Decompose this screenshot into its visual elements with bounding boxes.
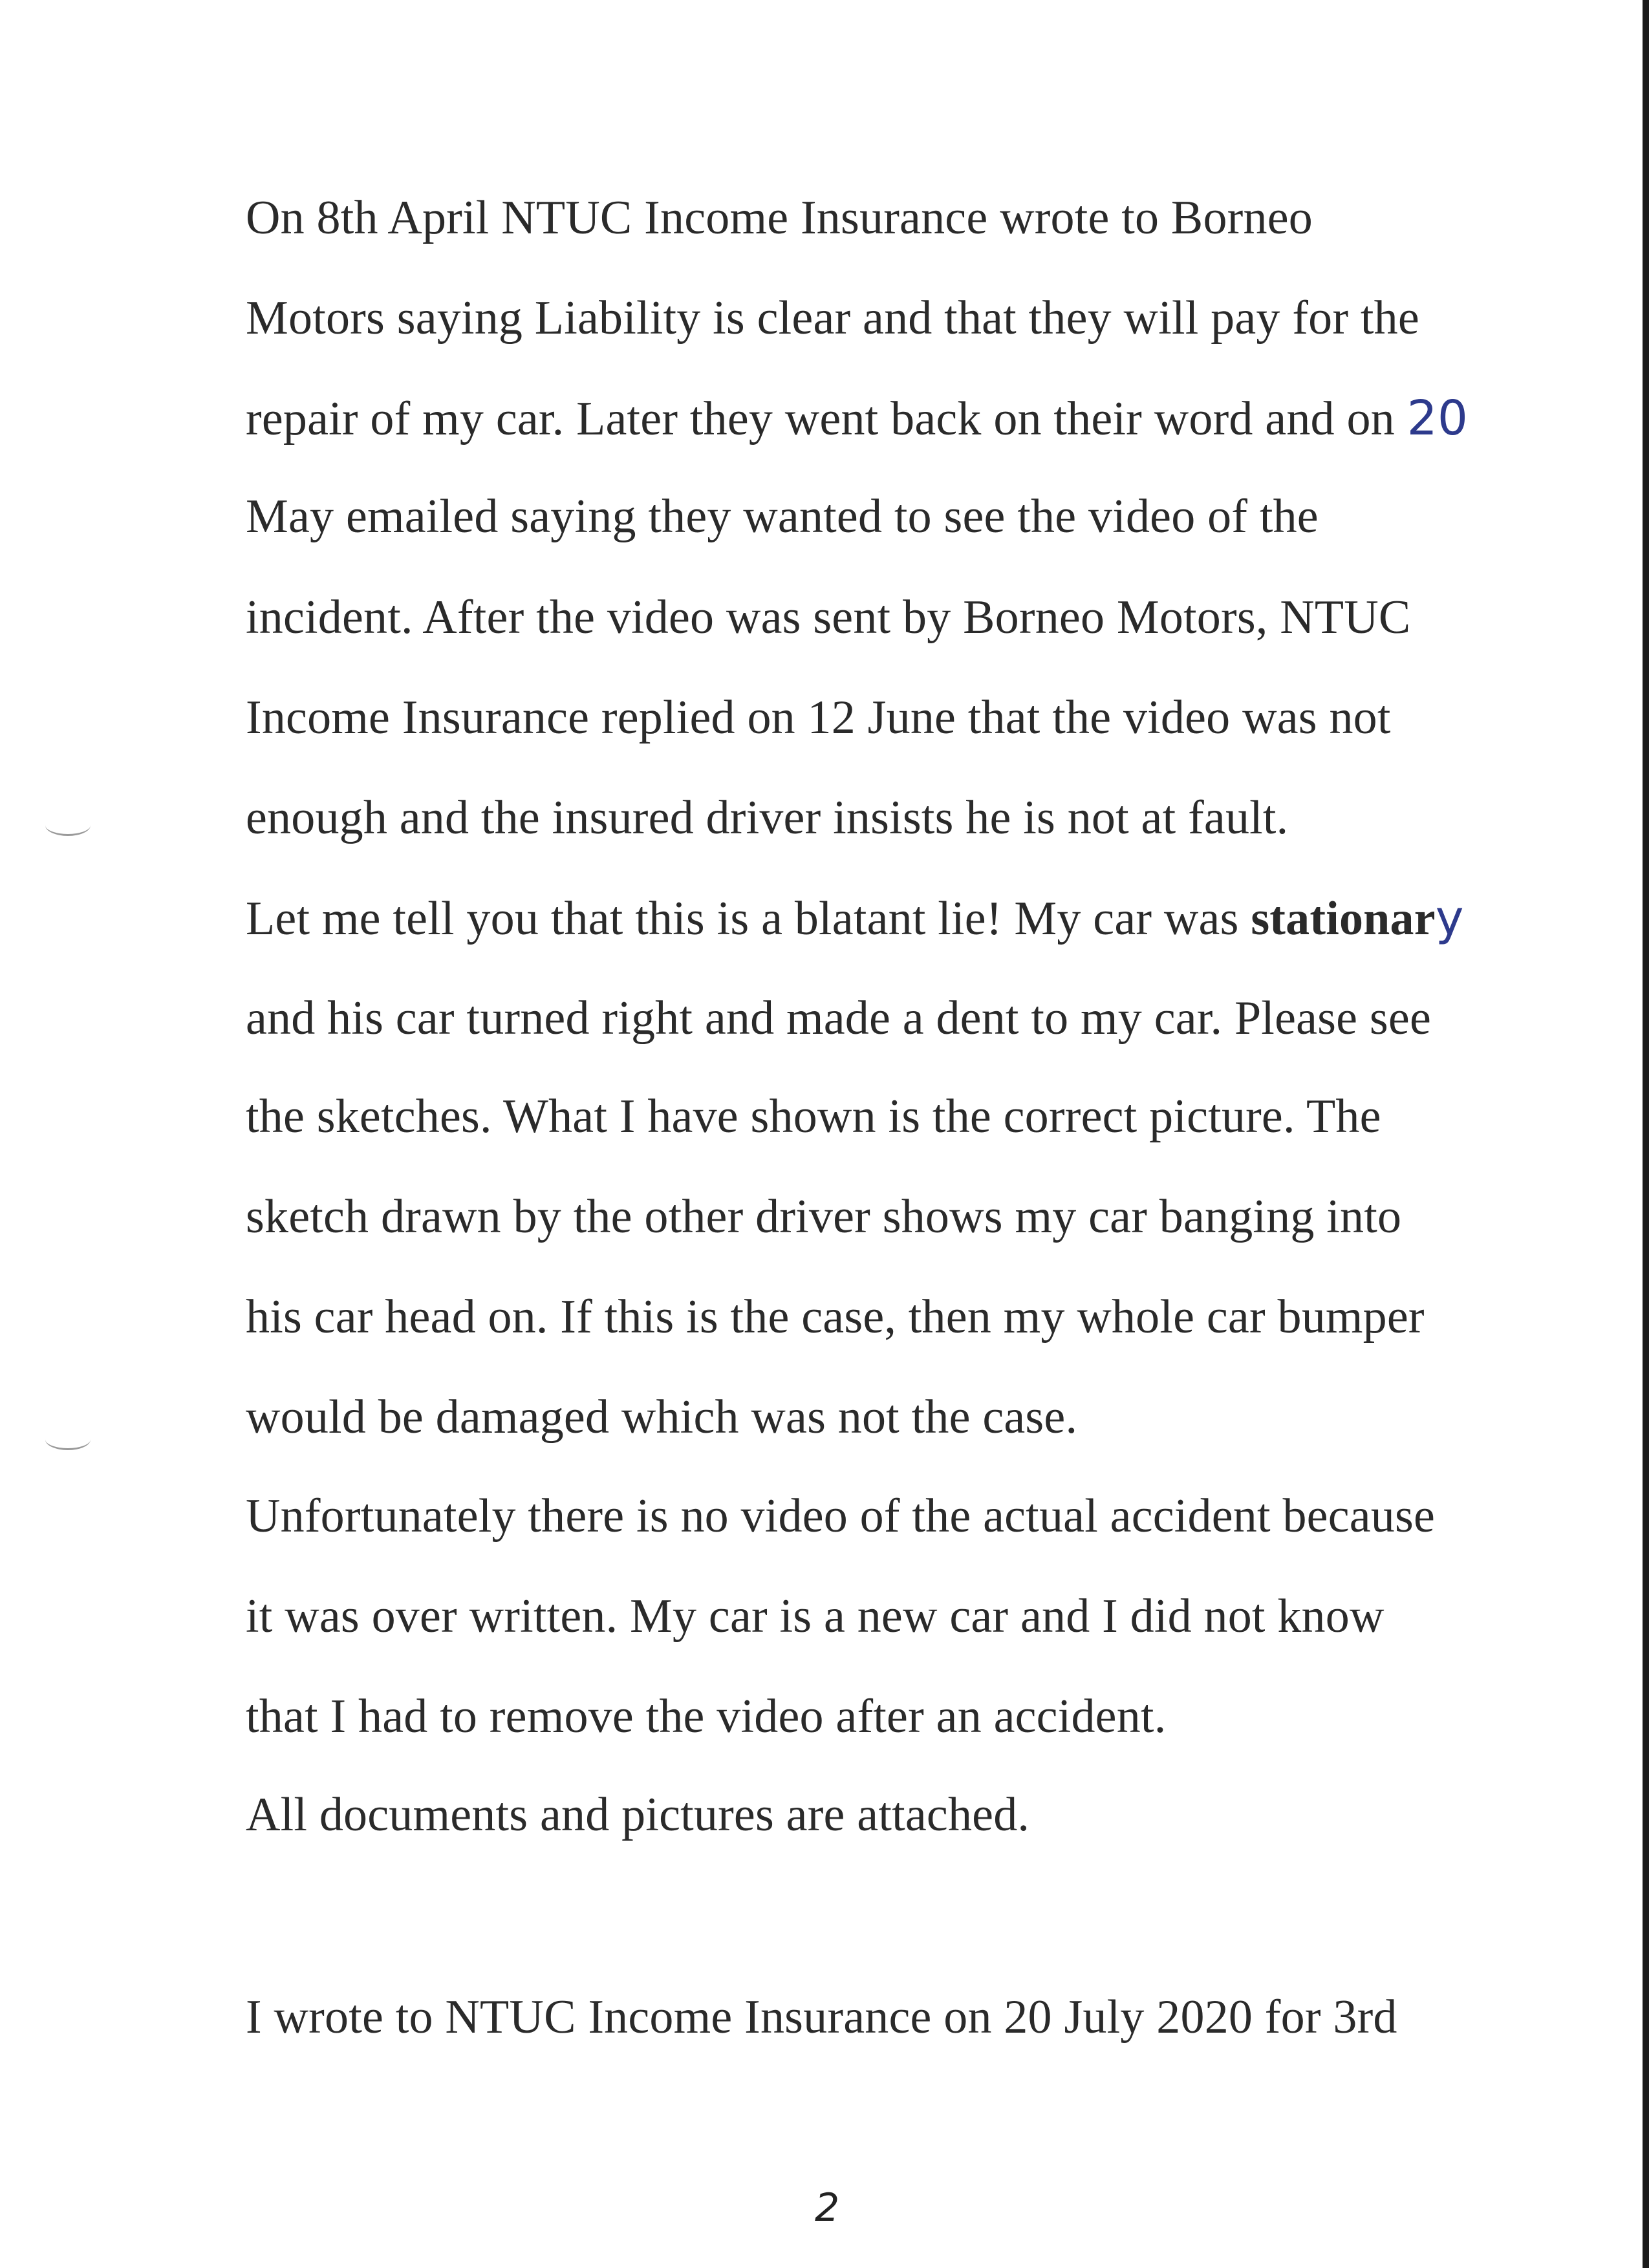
text-line-11: sketch drawn by the other driver shows my car banging into <box>246 1190 1402 1243</box>
handwritten-date: 20 <box>1406 390 1469 446</box>
page-number: 2 <box>815 2185 840 2231</box>
handwritten-suffix: y <box>1435 890 1464 946</box>
text-line-10: the sketches. What I have shown is the correct picture. The <box>246 1090 1381 1143</box>
bold-word-stationary: stationar <box>1251 892 1436 945</box>
text-line-3: repair of my car. Later they went back on their word and on 20 <box>246 390 1469 446</box>
text-line-7: enough and the insured driver insists he is not at fault. <box>246 791 1289 844</box>
text-line-5: incident. After the video was sent by Borneo Motors, NTUC <box>246 591 1411 644</box>
text-line-8: Let me tell you that this is a blatant lie! My car was stationary <box>246 890 1464 946</box>
text-line-17: All documents and pictures are attached. <box>246 1788 1030 1841</box>
text-line-6: Income Insurance replied on 12 June that the video was not <box>246 691 1391 744</box>
text-line-1: On 8th April NTUC Income Insurance wrote to Borneo <box>246 191 1313 244</box>
text-line-12: his car head on. If this is the case, then my whole car bumper <box>246 1290 1425 1343</box>
punch-hole-mark <box>45 1429 91 1450</box>
text-line-15: it was over written. My car is a new car and I did not know <box>246 1590 1385 1643</box>
text-line-13: would be damaged which was not the case. <box>246 1391 1078 1444</box>
text-line-16: that I had to remove the video after an accident. <box>246 1690 1167 1743</box>
text-line-4: May emailed saying they wanted to see the video of the <box>246 490 1319 543</box>
punch-hole-mark <box>45 815 91 836</box>
text-line-9: and his car turned right and made a dent to my car. Please see <box>246 992 1431 1045</box>
text-line-2: Motors saying Liability is clear and that they will pay for the <box>246 292 1419 345</box>
text-line-14: Unfortunately there is no video of the actual accident because <box>246 1490 1436 1543</box>
scanner-edge <box>1643 0 1649 2268</box>
text-line-18: I wrote to NTUC Income Insurance on 20 July 2020 for 3rd <box>246 1991 1397 2044</box>
